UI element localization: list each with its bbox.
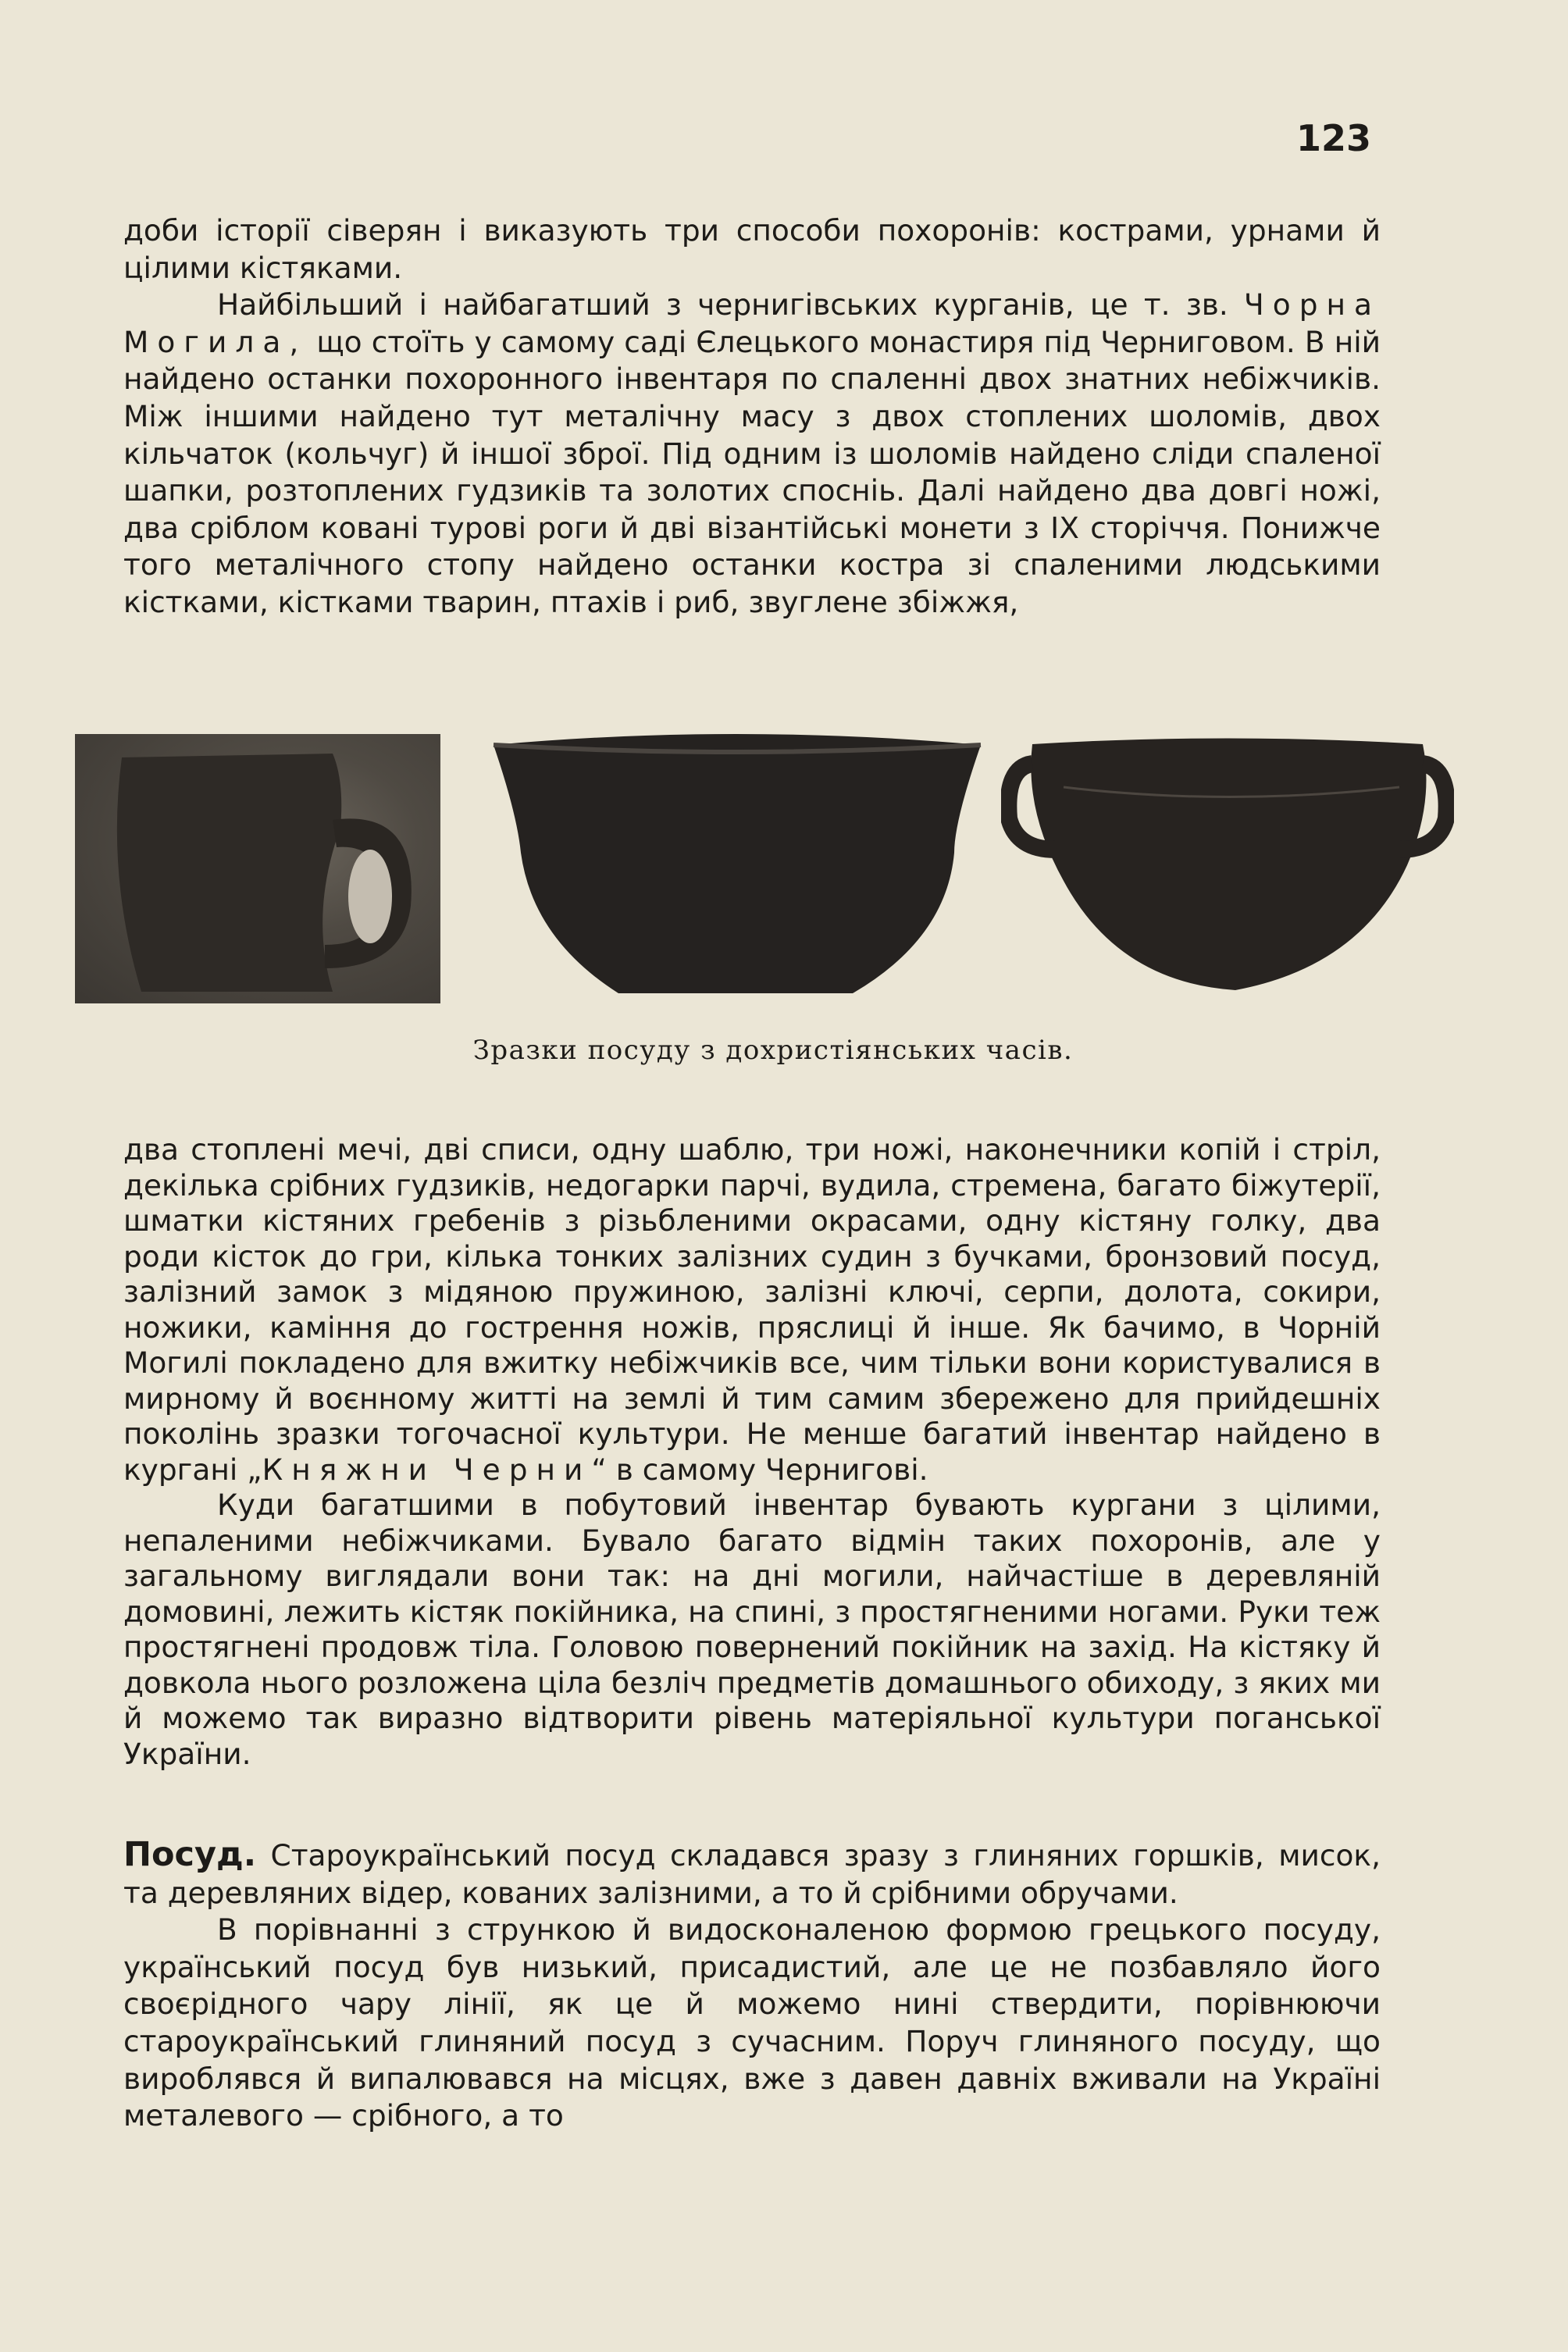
text-block-bottom (123, 1837, 1381, 2135)
pot-image (1001, 732, 1454, 998)
spaced-name: Княжни Черни (262, 1452, 592, 1487)
bowl-image (486, 728, 989, 1000)
section-heading: Посуд. (123, 1835, 257, 1874)
paragraph: два стоплені мечі, дві списи, одну шаблю, три ножі, наконечники копій і стріл, декілька срібних гудзиків, недогарки парчі, вудила, стремена, багато біжутерії, шматки кістяних гребенів з різьбленими окрасами, одну кістяну голку, два роди кісток до гри, кілька тонких залізних судин з бучками, бронзовий посуд, залізний замок з мідяною пружиною, залізні ключі, серпи, долота, сокири, ножики, каміння до гострення ножів, пряслиці й інше. Як бачимо, в Чорній Могилі покладено для вжитку небіжчиків все, чим тільки вони користувалися в мирному й воєнному житті на землі й тим самим збережено для прийдешніх поколінь зразки тогочасної культури. Не менше багатий інвентар найдено в кургані „Княжни Черни“ в самому Чернигові. (123, 1132, 1381, 1487)
paragraph: В порівнанні з стрункою й видосконаленою формою грецького посуду, український посуд був низький, присадистий, але це не позбавляло його своєрідного чару лінії, як це й можемо нині ствердити, порівнюючи староукраїнський глиняний посуд з сучасним. Поруч глиняного посуду, що вироблявся й випалювався на місцях, вже з давен давніх вживали на Україні металевого — срібного, а то (123, 1912, 1381, 2133)
figure-caption: Зразки посуду з дохристіянських часів. (472, 1035, 1074, 1066)
spaced-name: Чорна Могила, (123, 287, 1381, 359)
page-number: 123 (1296, 117, 1372, 159)
paragraph: Найбільший і найбагатший з чернигівських курганів, це т. зв. Чорна Могила, що стоїть у самому саді Єлецького монастиря під Черниговом. В ній найдено останки похоронного інвентаря по спаленні двох знатних небіжчиків. Між іншими найдено тут металічну масу з двох стоплених шоломів, двох кільчаток (кольчуг) й іншої зброї. Під одним із шоломів найдено сліди спаленої шапки, розтоплених гудзиків та золотих спосніь. Далі найдено два довгі ножі, два сріблом ковані турові роги й дві візантійські монети з IX сторіччя. Понижче того металічного стопу найдено останки костра зі спаленими людськими кістками, кістками тварин, птахів і риб, звуглене збіжжя, (123, 287, 1381, 619)
text-block-middle (123, 1132, 1381, 1772)
paragraph: Посуд. Староукраїнський посуд складався зразу з глиняних горшків, мисок, та деревляних відер, кованих залізними, а то й срібними обручами. (123, 1835, 1381, 1910)
text-block-top (123, 212, 1381, 622)
paragraph: Куди багатшими в побутовий інвентар бувають кургани з цілими, непаленими небіжчиками. Бувало багато відмін таких похоронів, але у загальному виглядали вони так: на дні могили, найчастіше в деревляній домовині, лежить кістяк покійника, на спині, з простягненими ногами. Руки теж простягнені продовж тіла. Головою повернений покійник на захід. На кістяку й довкола нього розложена ціла безліч предметів домашнього обиходу, з яких ми й можемо так виразно відтворити рівень матеріяльної культури поганської України. (123, 1488, 1381, 1771)
paragraph: доби історії сіверян і виказують три способи похоронів: кострами, урнами й цілими кістяками. (123, 213, 1381, 285)
cup-image (75, 734, 440, 1003)
